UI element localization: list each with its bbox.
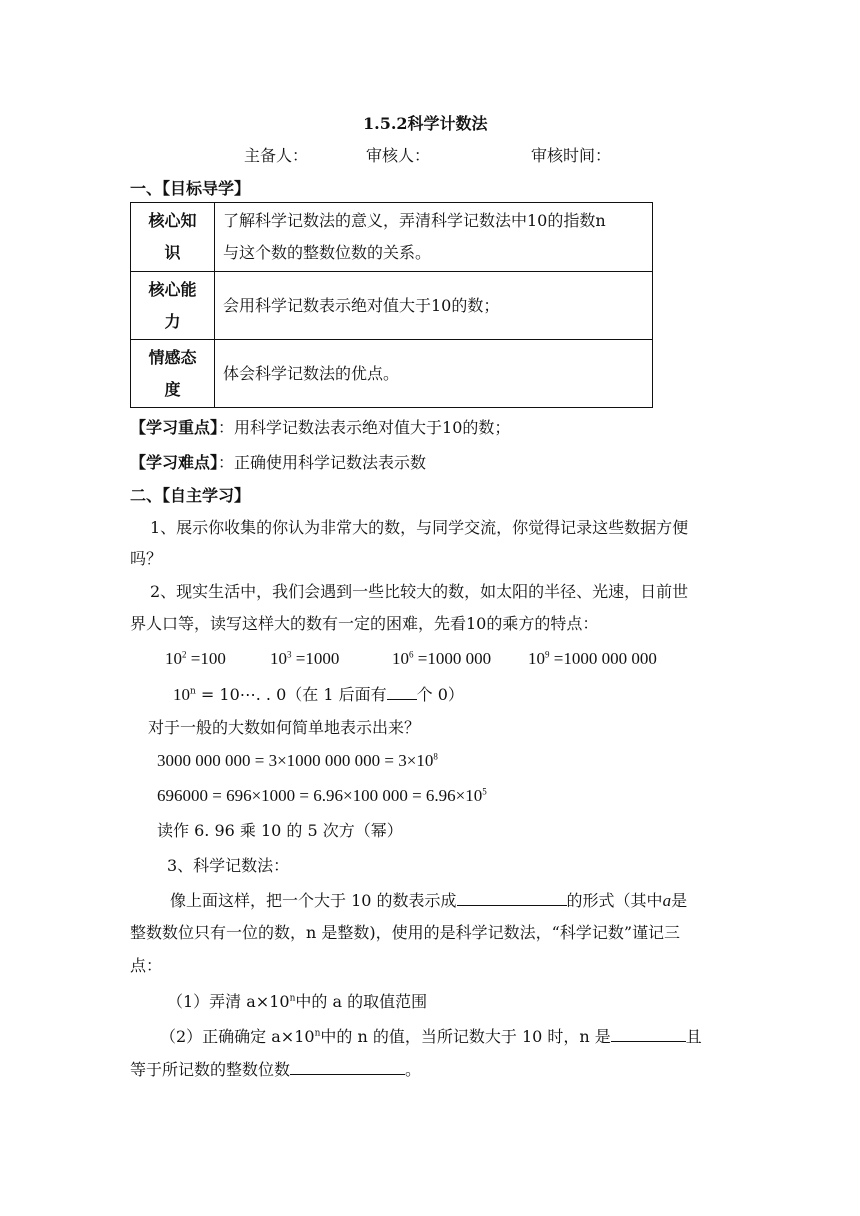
table-value-cell	[215, 203, 653, 272]
focus-label: 【学习重点】	[130, 418, 219, 437]
table-value-cell	[215, 340, 653, 408]
table-value-line: 体会科学记数法的优点。	[223, 363, 400, 383]
table-value-line: 会用科学记数表示绝对值大于10的数；	[223, 295, 500, 315]
power-expression: $10^9 =1000$ 000 000	[528, 649, 657, 668]
paragraph-1-line: 吗？	[130, 549, 163, 568]
paragraph-3-line: 点：	[130, 956, 163, 975]
table-row	[131, 203, 653, 272]
power-n-expression: 10$^n$ = 10⋯. . 0（在 1 后面有 个 0）	[173, 685, 464, 704]
table-value-line: 与这个数的整数位数的关系。	[223, 243, 432, 262]
table-key-cell	[131, 272, 215, 340]
paragraph-3-line: 整数数位只有一位的数，n 是整数)，使用的是科学记数法，“科学记数”谨记三	[130, 923, 680, 942]
power-expression: $10^6 =1000$ 000	[392, 649, 492, 668]
scientific-notation-heading: 3、科学记数法：	[167, 856, 290, 875]
difficulty-label: 【学习难点】	[130, 453, 219, 472]
learning-difficulty	[130, 452, 426, 474]
section1-heading: 一、【目标导学】	[130, 179, 251, 198]
table-key-line: 情感态	[148, 347, 197, 367]
learning-focus	[130, 417, 510, 439]
goal-table	[130, 202, 653, 408]
table-value-line: 了解科学记数法的意义，弄清科学记数法中10的指数n	[223, 211, 606, 230]
table-key-cell	[131, 203, 215, 272]
table-row	[131, 340, 653, 408]
answer-blank[interactable]	[611, 1025, 686, 1042]
paragraph-2-line: 2、现实生活中，我们会遇到一些比较大的数，如太阳的半径、光速，日前世	[150, 582, 689, 601]
question-text: 对于一般的大数如何简单地表示出来？	[148, 718, 421, 737]
rule-2-continued: 等于所记数的整数位数 。	[130, 1060, 422, 1079]
paragraph-3-line: 像上面这样，把一个大于 10 的数表示成 的形式（其中a是	[170, 891, 688, 910]
rule-2: （2）正确确定 $a\times 10^n$中的 n 的值，当所记数大于 10 时，n 是 且	[160, 1027, 702, 1046]
table-key-cell	[131, 340, 215, 408]
answer-blank[interactable]	[387, 683, 417, 700]
power-expression: $10^2 =100$	[165, 649, 226, 668]
table-key-line: 核心能	[148, 279, 197, 299]
rule-1: （1）弄清 $a\times 10^n$中的 a 的取值范围	[167, 992, 428, 1011]
paragraph-1-line: 1、展示你收集的你认为非常大的数，与同学交流，你觉得记录这些数据方便	[150, 518, 689, 537]
focus-text: ：用科学记数法表示绝对值大于10的数；	[218, 418, 511, 437]
example-2: 696000 = 696×1000 = 6.96×100 $000 = 6.96\times 10^5$	[157, 786, 487, 805]
review-time-label: 审核时间：	[531, 146, 612, 165]
table-key-line: 识	[164, 243, 181, 262]
table-value-cell	[215, 272, 653, 340]
answer-blank[interactable]	[290, 1058, 405, 1075]
table-key-line: 度	[164, 379, 181, 399]
read-as-text: 读作 6. 96 乘 10 的 5 次方（幂）	[157, 821, 403, 840]
section2-heading: 二、【自主学习】	[130, 486, 251, 505]
answer-blank[interactable]	[457, 889, 567, 906]
preparer-label: 主备人：	[244, 146, 309, 165]
page-title: 1.5.2科学计数法	[363, 114, 488, 133]
table-key-line: 力	[164, 311, 181, 331]
table-row	[131, 272, 653, 340]
power-expression: $10^3 =1000$	[270, 649, 340, 668]
example-1: 3000 000 000 = 3×1000 000 $000 = 3\times 10^8$	[157, 751, 438, 770]
table-key-line: 核心知	[148, 211, 197, 230]
difficulty-text: ：正确使用科学记数法表示数	[218, 453, 427, 472]
paragraph-2-line: 界人口等，读写这样大的数有一定的困难，先看10的乘方的特点：	[130, 614, 599, 633]
reviewer-label: 审核人：	[366, 146, 431, 165]
